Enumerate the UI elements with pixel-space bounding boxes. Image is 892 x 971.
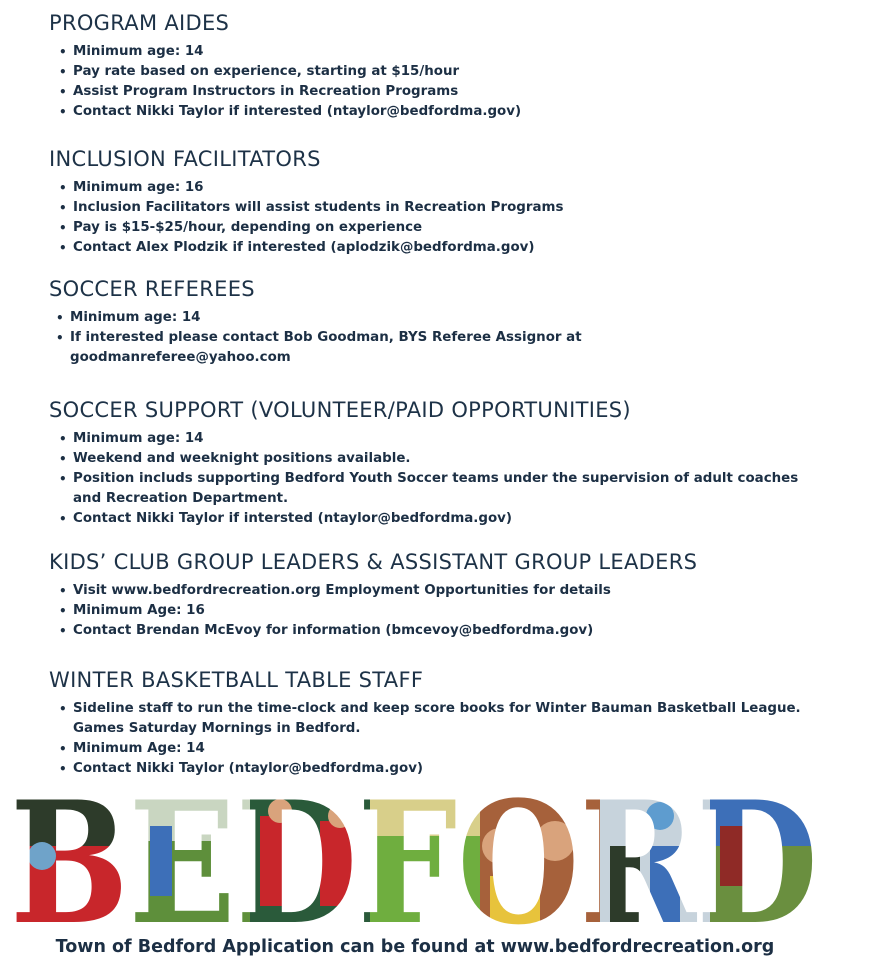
list-item: • Minimum age: 14 — [70, 308, 609, 328]
list-item: • Pay rate based on experience, starting at $15/hour — [73, 62, 849, 82]
bullet-list — [49, 699, 809, 779]
list-item: • Inclusion Facilitators will assist students in Recreation Programs — [73, 198, 849, 218]
footer-application-note: Town of Bedford Application can be found at www.bedfordrecreation.org — [55, 937, 775, 957]
list-item: • Visit www.bedfordrecreation.org Employment Opportunities for details — [73, 581, 849, 601]
section-title: PROGRAM AIDES — [49, 11, 230, 35]
bullet-list — [49, 581, 849, 641]
bullet-list — [49, 178, 849, 258]
list-item: • Minimum age: 14 — [73, 429, 809, 449]
bedford-photo-letters-banner — [10, 786, 820, 926]
section-kids-club-leaders — [49, 549, 849, 641]
list-item: • Contact Brendan McEvoy for information (bmcevoy@bedfordma.gov) — [73, 621, 849, 641]
list-item: • Contact Nikki Taylor if intersted (ntaylor@bedfordma.gov) — [73, 509, 809, 529]
list-item: • Minimum Age: 14 — [73, 739, 809, 759]
photo-collage — [10, 786, 820, 926]
list-item: • Minimum age: 14 — [73, 42, 849, 62]
bullet-list — [49, 429, 809, 529]
list-item: • Position includs supporting Bedford Youth Soccer teams under the supervision of adult coaches and Recreation Department. — [73, 469, 809, 509]
list-item: • Minimum Age: 16 — [73, 601, 849, 621]
section-title: SOCCER REFEREES — [49, 277, 255, 301]
section-inclusion-facilitators — [49, 146, 849, 258]
list-item: • Assist Program Instructors in Recreation Programs — [73, 82, 849, 102]
section-title: INCLUSION FACILITATORS — [49, 147, 321, 171]
list-item: • Contact Alex Plodzik if interested (aplodzik@bedfordma.gov) — [73, 238, 849, 258]
section-program-aides — [49, 10, 849, 122]
list-item: • Weekend and weeknight positions available. — [73, 449, 809, 469]
section-title: KIDS’ CLUB GROUP LEADERS & ASSISTANT GROUP LEADERS — [49, 550, 698, 574]
list-item: • Contact Nikki Taylor (ntaylor@bedfordma.gov) — [73, 759, 809, 779]
section-winter-basketball — [49, 667, 809, 779]
section-soccer-support — [49, 397, 809, 529]
list-item: • Minimum age: 16 — [73, 178, 849, 198]
list-item: • Pay is $15-$25/hour, depending on experience — [73, 218, 849, 238]
section-title: SOCCER SUPPORT (VOLUNTEER/PAID OPPORTUNITIES) — [49, 398, 631, 422]
list-item: • Sideline staff to run the time-clock and keep score books for Winter Bauman Basketball League. Games Saturday Mornings in Bedford. — [73, 699, 809, 739]
section-soccer-referees — [49, 276, 609, 368]
section-title: WINTER BASKETBALL TABLE STAFF — [49, 668, 424, 692]
list-item: • If interested please contact Bob Goodman, BYS Referee Assignor at goodmanreferee@yahoo.com — [70, 328, 609, 368]
bullet-list — [49, 42, 849, 122]
bullet-list — [49, 308, 609, 368]
list-item: • Contact Nikki Taylor if interested (ntaylor@bedfordma.gov) — [73, 102, 849, 122]
